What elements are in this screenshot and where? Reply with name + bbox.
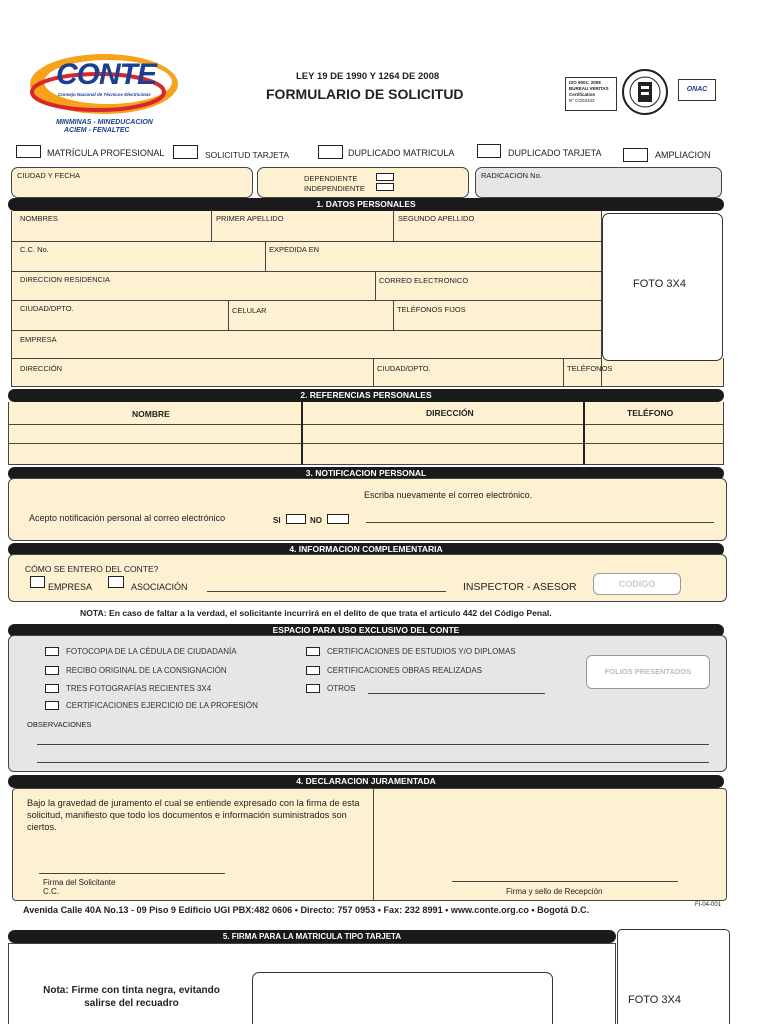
email-confirm-line[interactable]: [366, 522, 714, 523]
office-item-7-checkbox[interactable]: [306, 684, 320, 693]
cert-cert: Certification: [569, 92, 596, 97]
footer-address: Avenida Calle 40A No.13 - 09 Piso 9 Edificio UGI PBX:482 0606 • Directo: 757 0953 • Fax: 232 8991 • www.conte.org.co • Bogotá D.C.: [23, 905, 590, 915]
org-line-2: ACIEM - FENALTEC: [64, 127, 130, 134]
association-checkbox[interactable]: [108, 576, 124, 588]
footer-code: FI-04-001: [695, 902, 722, 908]
declaration-header: 4. DECLARACION JURAMENTADA: [8, 775, 724, 788]
photo-box[interactable]: [602, 213, 723, 361]
complementary-panel: [8, 554, 727, 602]
association-option-label: ASOCIACIÓN: [131, 582, 188, 592]
office-item-2-label: RECIBO ORIGINAL DE LA CONSIGNACIÓN: [66, 666, 227, 675]
cc-label: C.C. No.: [20, 245, 49, 254]
request-type-ampliacion-checkbox[interactable]: [623, 148, 648, 162]
declaration-panel: [12, 788, 727, 901]
personal-data-grid: [11, 211, 602, 387]
declaration-text: Bajo la gravedad de juramento el cual se entiende expresado con la firma de esta solicitud, manifiesto que todo los documentos e información suministrados son ciertos.: [27, 798, 360, 832]
office-item-7: [306, 684, 355, 693]
office-item-6-checkbox[interactable]: [306, 666, 320, 675]
office-item-3-label: TRES FOTOGRAFÍAS RECIENTES 3X4: [66, 684, 212, 693]
city-label: CIUDAD/DPTO.: [20, 304, 74, 313]
office-use-header: ESPACIO PARA USO EXCLUSIVO DEL CONTE: [8, 624, 724, 637]
observations-label: OBSERVACIONES: [27, 720, 92, 729]
cellphone-label: CELULAR: [232, 306, 267, 315]
applicant-signature-label: Firma del Solicitante: [43, 878, 116, 887]
reception-signature-line[interactable]: [452, 881, 678, 882]
office-item-1-label: FOTOCOPIA DE LA CÉDULA DE CIUDADANÍA: [66, 647, 237, 656]
law-reference: LEY 19 DE 1990 Y 1264 DE 2008: [296, 71, 440, 82]
ref-col-phone: TELÉFONO: [627, 408, 674, 418]
cert-bv: BUREAU VERITAS: [569, 86, 609, 91]
card-photo-label: FOTO 3X4: [628, 994, 681, 1006]
conte-logo: [28, 52, 184, 118]
notification-panel: [8, 478, 727, 541]
observations-line-2[interactable]: [37, 762, 709, 763]
no-label: NO: [310, 516, 322, 525]
org-line-1: MINMINAS - MINEDUCACION: [56, 119, 153, 126]
office-item-2-checkbox[interactable]: [45, 666, 59, 675]
request-type-dup-matricula-label: DUPLICADO MATRICULA: [348, 148, 455, 158]
phones-label: TELÉFONOS FIJOS: [397, 305, 466, 314]
section-5-header: 5. FIRMA PARA LA MATRICULA TIPO TARJETA: [8, 930, 616, 943]
dependent-label: DEPENDIENTE: [304, 174, 358, 183]
email-label: CORREO ELECTRONICO: [379, 276, 469, 285]
radication-field[interactable]: [475, 167, 722, 198]
company-option-label: EMPRESA: [48, 582, 93, 592]
legal-note: NOTA: En caso de faltar a la verdad, el solicitante incurrirá en el delito de que trata el articulo 442 del Código Penal.: [80, 608, 552, 618]
radication-label: RADICACION No.: [481, 171, 542, 180]
applicant-signature-line[interactable]: [39, 873, 225, 874]
ref-col-address: DIRECCIÓN: [426, 408, 474, 418]
section-2-header: 2. REFERENCIAS PERSONALES: [8, 389, 724, 402]
cert-no: N° CO03103: [569, 98, 595, 103]
office-item-4-checkbox[interactable]: [45, 701, 59, 710]
onac-badge: ONAC: [678, 79, 716, 101]
request-type-dup-tarjeta-checkbox[interactable]: [477, 144, 501, 158]
inspector-label: INSPECTOR - ASESOR: [463, 581, 577, 593]
office-item-5-checkbox[interactable]: [306, 647, 320, 656]
request-type-matricula-checkbox[interactable]: [16, 145, 41, 158]
office-item-4-label: CERTIFICACIONES EJERCICIO DE LA PROFESIÓN: [66, 701, 258, 710]
office-item-7-label: OTROS: [327, 684, 356, 693]
others-line[interactable]: [368, 693, 545, 694]
office-item-1: [45, 647, 237, 656]
office-item-6-label: CERTIFICACIONES OBRAS REALIZADAS: [327, 666, 482, 675]
photo-label: FOTO 3X4: [633, 278, 686, 290]
card-photo-box[interactable]: [617, 929, 730, 1024]
dependent-checkbox[interactable]: [376, 173, 394, 181]
observations-line-1[interactable]: [37, 744, 709, 745]
employment-type-field: [257, 167, 469, 198]
page-title: FORMULARIO DE SOLICITUD: [266, 86, 464, 102]
yes-checkbox[interactable]: [286, 514, 306, 524]
code-field[interactable]: CODIGO: [593, 573, 681, 595]
signature-note: Nota: Firme con tinta negra, evitando salirse del recuadro: [43, 985, 220, 1009]
request-type-dup-tarjeta-label: DUPLICADO TARJETA: [508, 148, 602, 158]
request-type-tarjeta-label: SOLICITUD TARJETA: [205, 150, 290, 160]
references-table: [8, 402, 724, 465]
logo-subtitle: Consejo Nacional de Técnicos Electricistas: [58, 92, 151, 97]
names-label: NOMBRES: [20, 214, 58, 223]
reception-signature-label: Firma y sello de Recepción: [506, 887, 603, 896]
request-type-matricula-label: MATRÍCULA PROFESIONAL: [47, 148, 165, 158]
office-item-2: [45, 666, 227, 675]
company-phones-label: TELÉFONOS: [567, 364, 613, 373]
folios-field[interactable]: FOLIOS PRESENTADOS: [586, 655, 710, 689]
request-type-ampliacion-label: AMPLIACION: [655, 150, 711, 160]
company-city-label: CIUDAD/DPTO.: [377, 364, 431, 373]
address-label: DIRECCION RESIDENCIA: [20, 275, 111, 284]
office-use-panel: [8, 635, 727, 772]
office-item-5: [306, 647, 516, 656]
section-3-header: 3. NOTIFICACION PERSONAL: [8, 467, 724, 480]
city-date-label: CIUDAD Y FECHA: [17, 171, 81, 180]
office-item-4: [45, 701, 258, 710]
company-address-label: DIRECCIÓN: [20, 364, 63, 373]
office-item-6: [306, 666, 482, 675]
office-item-3-checkbox[interactable]: [45, 684, 59, 693]
first-surname-label: PRIMER APELLIDO: [216, 214, 284, 223]
cert-iso: ISO 9001: 2008: [569, 80, 601, 85]
iso-certificate-badge: [565, 77, 617, 111]
how-heard-label: CÓMO SE ENTERO DEL CONTE?: [25, 564, 159, 574]
request-type-tarjeta-checkbox[interactable]: [173, 145, 198, 159]
yes-label: SI: [273, 516, 281, 525]
second-surname-label: SEGUNDO APELLIDO: [398, 214, 475, 223]
accept-notification-label: Acepto notificación personal al correo electrónico: [29, 513, 226, 523]
section-4-header: 4. INFORMACION COMPLEMENTARIA: [8, 543, 724, 556]
association-line[interactable]: [207, 591, 446, 592]
applicant-cc-label: C.C.: [43, 887, 59, 896]
company-checkbox[interactable]: [30, 576, 45, 588]
independent-label: INDEPENDIENTE: [304, 184, 365, 193]
city-date-field[interactable]: [11, 167, 253, 198]
no-checkbox[interactable]: [327, 514, 349, 524]
request-type-dup-matricula-checkbox[interactable]: [318, 145, 343, 159]
signature-box[interactable]: [252, 972, 553, 1024]
section-1-header: 1. DATOS PERSONALES: [8, 198, 724, 211]
company-label: EMPRESA: [20, 335, 57, 344]
office-item-3: [45, 684, 211, 693]
office-item-1-checkbox[interactable]: [45, 647, 59, 656]
ref-col-name: NOMBRE: [132, 409, 170, 419]
issued-in-label: EXPEDIDA EN: [269, 245, 320, 254]
logo-text: CONTE: [56, 58, 156, 91]
independent-checkbox[interactable]: [376, 183, 394, 191]
rewrite-email-label: Escriba nuevamente el correo electrónico.: [364, 490, 533, 500]
office-item-5-label: CERTIFICACIONES DE ESTUDIOS Y/O DIPLOMAS: [327, 647, 516, 656]
bureau-veritas-seal-icon: [621, 68, 669, 116]
